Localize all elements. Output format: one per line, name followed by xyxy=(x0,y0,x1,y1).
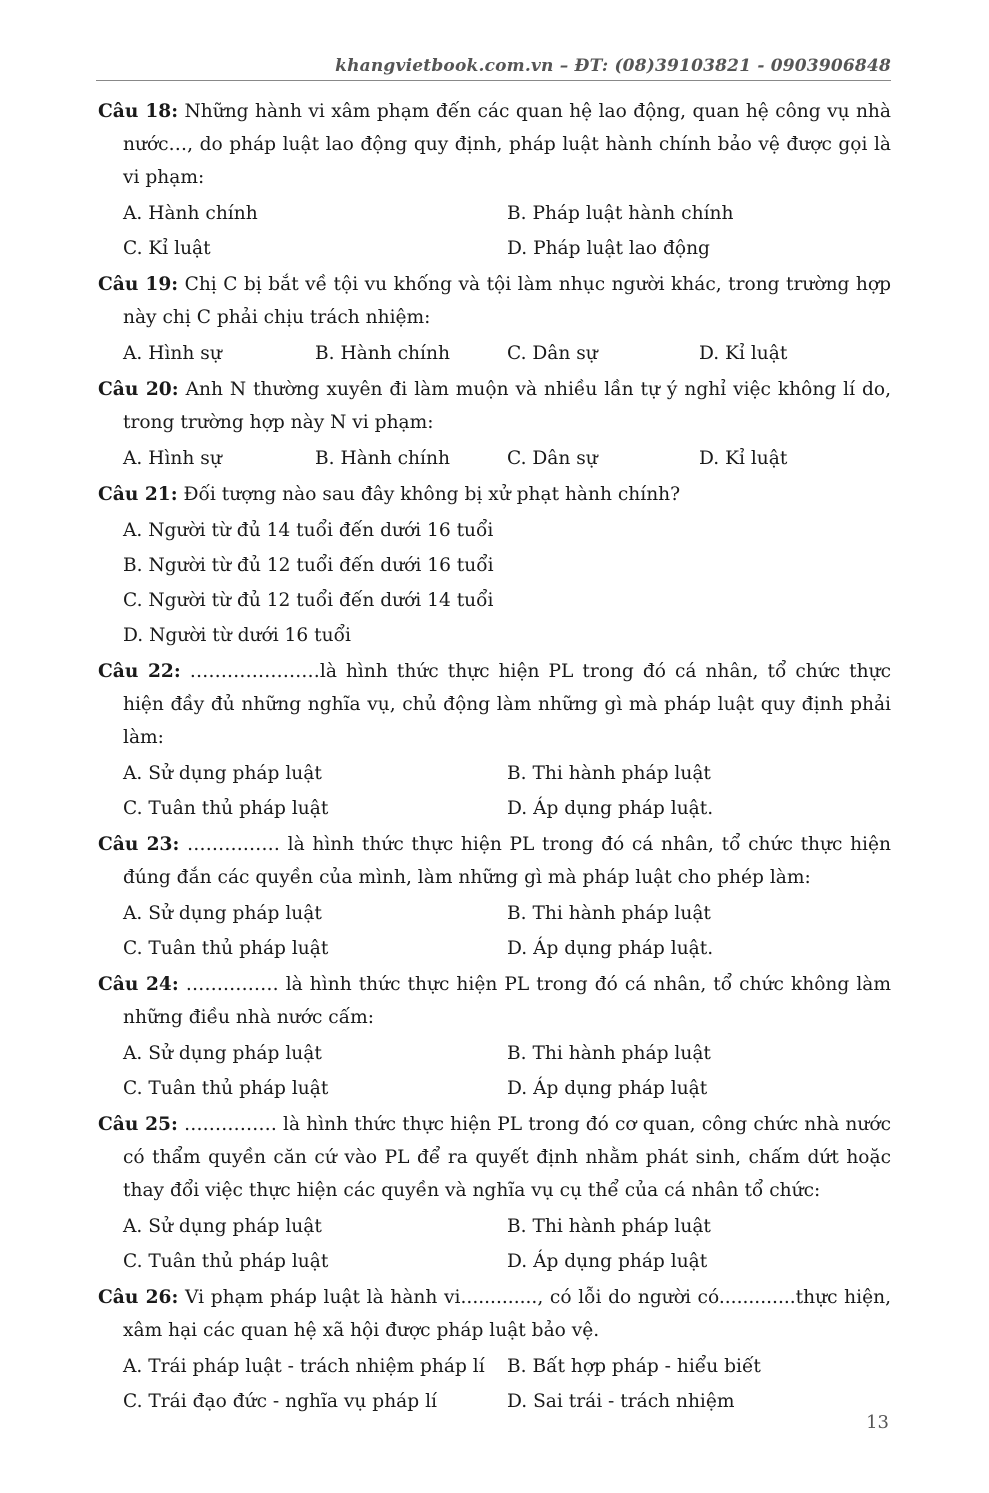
option-c: C. Kỉ luật xyxy=(123,238,211,259)
option-c: C. Tuân thủ pháp luật xyxy=(123,1251,329,1272)
option-a: A. Sử dụng pháp luật xyxy=(123,763,322,784)
option-d: D. Áp dụng pháp luật. xyxy=(507,938,714,959)
option-d: D. Kỉ luật xyxy=(699,448,788,469)
option-b: B. Thi hành pháp luật xyxy=(507,1043,711,1064)
option-c: C. Dân sự xyxy=(507,343,598,364)
question-number: Câu 24: xyxy=(98,974,179,995)
question-number: Câu 18: xyxy=(98,101,179,122)
question-stem: Anh N thường xuyên đi làm muộn và nhiều lần tự ý nghỉ việc không lí do, trong trường hợp này N vi phạm: xyxy=(123,379,892,433)
question-number: Câu 21: xyxy=(98,484,178,505)
question-number: Câu 23: xyxy=(98,834,180,855)
option-c: C. Người từ đủ 12 tuổi đến dưới 14 tuổi xyxy=(123,590,494,611)
question-23 xyxy=(98,828,891,966)
page-number: 13 xyxy=(866,1412,889,1433)
question-22 xyxy=(98,655,891,826)
option-d: D. Áp dụng pháp luật. xyxy=(507,798,714,819)
question-stem: …………… là hình thức thực hiện PL trong đó cá nhân, tổ chức không làm những điều nhà nước cấm: xyxy=(123,974,891,1028)
option-a: A. Sử dụng pháp luật xyxy=(123,1043,322,1064)
question-26 xyxy=(98,1281,891,1419)
option-a: A. Người từ đủ 14 tuổi đến dưới 16 tuổi xyxy=(123,520,494,541)
option-c: C. Trái đạo đức - nghĩa vụ pháp lí xyxy=(123,1391,437,1412)
question-list xyxy=(98,95,891,1421)
option-d: D. Kỉ luật xyxy=(699,343,788,364)
option-b: B. Người từ đủ 12 tuổi đến dưới 16 tuổi xyxy=(123,555,494,576)
question-stem: Vi phạm pháp luật là hành vi............., có lỗi do người có.............thực hiện, xâm hại các quan hệ xã hội được pháp luật bảo vệ. xyxy=(123,1287,891,1341)
option-b: B. Hành chính xyxy=(315,343,450,364)
question-number: Câu 19: xyxy=(98,274,179,295)
page-header: khangvietbook.com.vn – ĐT: (08)39103821 - 0903906848 xyxy=(335,56,891,76)
answer-options xyxy=(98,1349,891,1419)
option-a: A. Sử dụng pháp luật xyxy=(123,1216,322,1237)
option-a: A. Trái pháp luật - trách nhiệm pháp lí xyxy=(123,1356,485,1377)
question-stem: …………… là hình thức thực hiện PL trong đó cơ quan, công chức nhà nước có thẩm quyền căn cứ vào PL để ra quyết định nhằm phát sinh, chấm dứt hoặc thay đổi việc thực hiện các quyền và nghĩa vụ cụ thể của cá nhân tổ chức: xyxy=(123,1114,891,1201)
question-20 xyxy=(98,373,891,476)
option-b: B. Thi hành pháp luật xyxy=(507,763,711,784)
option-d: D. Áp dụng pháp luật xyxy=(507,1251,708,1272)
question-25 xyxy=(98,1108,891,1279)
question-number: Câu 22: xyxy=(98,661,181,682)
option-c: C. Tuân thủ pháp luật xyxy=(123,798,329,819)
option-d: D. Pháp luật lao động xyxy=(507,238,710,259)
question-21 xyxy=(98,478,891,653)
question-stem: …………… là hình thức thực hiện PL trong đó cá nhân, tổ chức thực hiện đúng đắn các quyền của mình, làm những gì mà pháp luật cho phép làm: xyxy=(123,834,891,888)
option-b: B. Hành chính xyxy=(315,448,450,469)
option-a: A. Sử dụng pháp luật xyxy=(123,903,322,924)
option-d: D. Người từ dưới 16 tuổi xyxy=(123,625,351,646)
option-c: C. Dân sự xyxy=(507,448,598,469)
answer-options xyxy=(98,1036,891,1106)
answer-options xyxy=(98,336,891,371)
option-c: C. Tuân thủ pháp luật xyxy=(123,1078,329,1099)
question-stem: Đối tượng nào sau đây không bị xử phạt hành chính? xyxy=(183,484,681,505)
option-a: A. Hình sự xyxy=(123,343,222,364)
option-d: D. Áp dụng pháp luật xyxy=(507,1078,708,1099)
question-19 xyxy=(98,268,891,371)
answer-options xyxy=(98,896,891,966)
option-a: A. Hành chính xyxy=(123,203,258,224)
answer-options xyxy=(98,1209,891,1279)
option-b: B. Pháp luật hành chính xyxy=(507,203,734,224)
answer-options xyxy=(98,513,891,653)
option-b: B. Thi hành pháp luật xyxy=(507,1216,711,1237)
header-divider xyxy=(96,80,891,81)
option-b: B. Bất hợp pháp - hiểu biết xyxy=(507,1356,761,1377)
question-stem: …………………là hình thức thực hiện PL trong đó cá nhân, tổ chức thực hiện đầy đủ những nghĩa vụ, chủ động làm những gì mà pháp luật quy định phải làm: xyxy=(123,661,891,748)
question-stem: Chị C bị bắt về tội vu khống và tội làm nhục người khác, trong trường hợp này chị C phải chịu trách nhiệm: xyxy=(123,274,891,328)
answer-options xyxy=(98,756,891,826)
question-number: Câu 20: xyxy=(98,379,179,400)
question-18 xyxy=(98,95,891,266)
option-c: C. Tuân thủ pháp luật xyxy=(123,938,329,959)
option-d: D. Sai trái - trách nhiệm xyxy=(507,1391,735,1412)
option-a: A. Hình sự xyxy=(123,448,222,469)
answer-options xyxy=(98,196,891,266)
question-24 xyxy=(98,968,891,1106)
option-b: B. Thi hành pháp luật xyxy=(507,903,711,924)
question-number: Câu 25: xyxy=(98,1114,178,1135)
answer-options xyxy=(98,441,891,476)
question-number: Câu 26: xyxy=(98,1287,179,1308)
question-stem: Những hành vi xâm phạm đến các quan hệ lao động, quan hệ công vụ nhà nước…, do pháp luật lao động quy định, pháp luật hành chính bảo vệ được gọi là vi phạm: xyxy=(123,101,891,188)
